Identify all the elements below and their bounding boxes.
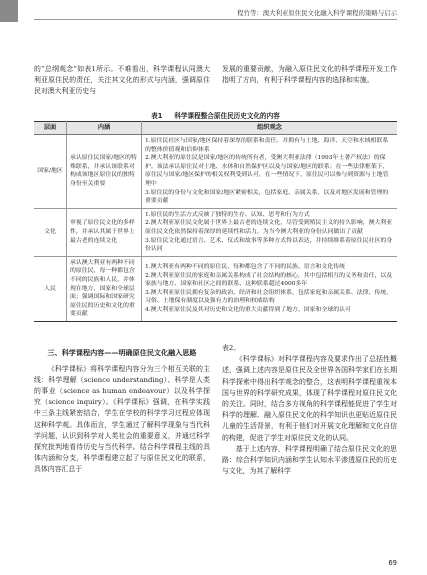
row-content: 审视了原住民文化的多样性，并承认其属于世界上最古老的连续文化 [67, 208, 142, 256]
idea-item: 1.原住民社区与国家/地区保持着深厚的联系和责任，并拥有与土地、海洋、天空和水域相联系的整体价值观和信仰体系 [145, 138, 389, 153]
running-header [0, 0, 427, 22]
idea-item: 4.澳大利亚原住民及其对历史和文化的重大贡献得到了地方、国家和全球的认可 [145, 306, 351, 313]
row-content: 承认原住民国家/地区的特殊联系，并承认该联系对构成该地区原住民的独特身份至关重要 [67, 135, 142, 209]
paragraph: 基于上述内容，科学课程明确了结合原住民文化的思路：综合科学知识内涵和学生认知水平渗透原住民的历史与文化，为其了解科学 [222, 444, 397, 476]
table-row [34, 135, 397, 209]
idea-item: 3.原住民文化通过语言、艺术、仪式和故事等多种方式得以表达，并持续维系着原住民社区的身份认同 [145, 237, 393, 253]
page-number: 69 [388, 559, 397, 567]
header-rule [34, 19, 397, 20]
idea-item: 2.澳大利亚原住民的家庭和亲属关系构成了社会结构的核心，其中包括相互的义务和责任，以及家族与地方、国家和社区之间的联系，这种联系超过4000多年 [145, 272, 393, 288]
row-ideas [142, 208, 398, 256]
header-color-bar [0, 0, 18, 22]
row-ideas [142, 256, 398, 321]
row-level: 人民 [34, 256, 67, 321]
idea-item: 3.原住民的身份与文化和国家/地区紧密相关，包括家庭、亲属关系，以及对地区发展和管理的重要贡献 [145, 189, 389, 205]
content-table [34, 121, 397, 322]
header-content: 内涵 [67, 122, 142, 135]
header-ideas: 组织观念 [142, 122, 398, 135]
paragraph-continuation: 表2。 [222, 344, 241, 352]
table-row [34, 256, 397, 321]
table-caption [34, 110, 397, 120]
left-column [34, 343, 210, 476]
table-title: 科学课程整合原住民历史文化的内容 [174, 112, 280, 120]
table-number: 表1 [151, 112, 163, 120]
intro-right-text: 发展的重要贡献，为融入原住民文化的科学课程开发工作指明了方向，有利于科学课程内容的选择和实施。 [222, 65, 397, 85]
intro-right-column [222, 64, 397, 86]
paragraph: 《科学课标》对科学课程内容及要求作出了总括性概述，强调上述内容是原住民及全世界各国科学家们在长期科学探索中得出科学观念的整合，这表明科学课程重视本国与世界的科学研究成果，体现了科学课程对原住民文化的关注。同时，结合多方视角的科学课程能促进了学生对科学的理解、融入原住民文化的科学知识也更贴近原住民儿童的生活背景，有利于他们对开展文化理解和文化自信的构建，促进了学生对原住民文化的认同。 [222, 355, 397, 442]
right-column [222, 343, 397, 477]
row-ideas [142, 135, 398, 209]
intro-left-text: 的“总纲观念”如表1所示。不难看出，科学课程认同澳大利亚原住民的责任，关注其文化的形式与内涵，强调原住民对澳大利亚历史与 [34, 65, 210, 96]
idea-item: 1.澳大利亚有两种不同的原住民，每种都包含了不同的民族、语言和文化传统 [145, 264, 346, 271]
row-level: 国家/地区 [34, 135, 67, 209]
idea-item: 3.澳大利亚原住民拥有复杂的政治、经济和社会组织体系，包括家庭和亲属关系、法律、传统、习俗、土地保有制度以及强有力的治理和权威结构 [145, 289, 393, 305]
paragraph: 《科学课标》将科学课程内容分为三个相互关联的主线：科学理解（science understanding）、科学是人类的事业（science as human endeavour）以及科学探究（science inquiry）。《科学课标》强调，在科学实践中三条主线紧密结合，学生在学校的科学学习过程应体现这种科学观。具体而言，学生通过了解科学现象与当代科学问题，认识到科学对人类社会的重要意义，并通过科学探究批判地看待历史与当代科学。结合科学课程主线的具体内涵和分支，科学课程建立起了与原住民文化的联系，具体内容汇总于 [34, 364, 210, 474]
row-content: 承认澳大利亚有两种不同的原住民，每一种都包含不同的民族和人民，并体现在地方、国家和全球层面；强调国际和国家研究原住民的历史和文化的重要贡献 [67, 256, 142, 321]
table-row [34, 208, 397, 256]
idea-item: 1.原住民的生活方式反映了独特的生存、认知、思考和行为方式 [145, 211, 310, 218]
running-title: 程竹等：澳大利亚原住民文化融入科学课程的策略与启示 [237, 9, 397, 17]
intro-left-column [34, 64, 210, 98]
idea-item: 2.澳大利亚原住民文化属于世界上最古老的连续文化，尽管受到殖民主义的持久影响，澳大利亚原住民文化依然保持着深厚的延续性和活力，为当今澳大利亚的身份认同做出了贡献 [145, 220, 393, 235]
section-heading: 三、科学课程内容——明确原住民文化融入思路 [47, 348, 197, 357]
table-header-row [34, 122, 397, 135]
header-level: 层面 [34, 122, 67, 135]
idea-item: 2.澳大利亚的原住民是国家/地区的传统所有者，受澳大利亚法律（1993年土著产权法）的保护。该法承认原住民对土地、水体和自然保护区以及与国家/地区的联系；在一些法律框架下，原住民与国家/地区保护的相关权利受到认可，在一些情况下，原住民可以参与到资源与土地管理中 [145, 155, 389, 187]
row-level: 文化 [34, 208, 67, 256]
